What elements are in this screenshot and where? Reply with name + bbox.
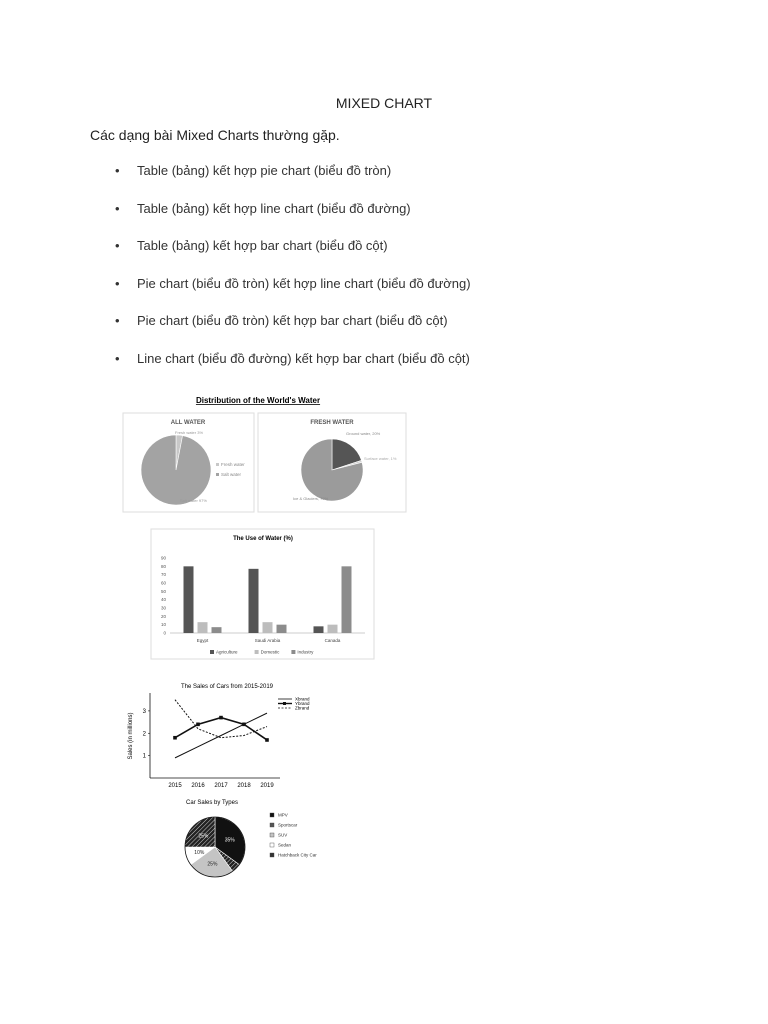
data-point-ybrand bbox=[265, 738, 269, 742]
all-water-title: ALL WATER bbox=[170, 420, 206, 426]
pie-label-salt-water: Salt water 97% bbox=[180, 498, 207, 503]
y-tick-label: 0 bbox=[163, 630, 166, 636]
list-item bbox=[115, 163, 471, 201]
legend-zbrand: Zbrand bbox=[295, 705, 310, 711]
bar-industry-saudi-arabia bbox=[277, 625, 287, 633]
bar-industry-egypt bbox=[212, 627, 222, 633]
y-tick-label: 30 bbox=[160, 605, 166, 611]
bullet-icon: • bbox=[115, 313, 120, 328]
pie-label-ground-water: Ground water, 20% bbox=[346, 431, 381, 436]
pie-label-surface-water: Surface water, 1% bbox=[364, 456, 397, 461]
fresh-water-title: FRESH WATER bbox=[310, 420, 354, 426]
y-tick-label: 2 bbox=[142, 731, 146, 738]
legend-swatch-sportscar bbox=[270, 823, 274, 827]
legend-sedan: Sedan bbox=[278, 842, 292, 848]
bullet-icon: • bbox=[115, 350, 120, 366]
list-item bbox=[115, 313, 471, 351]
y-tick-label: 50 bbox=[160, 588, 166, 594]
legend-xbrand: Xbrand bbox=[295, 696, 310, 702]
bar-domestic-canada bbox=[328, 625, 338, 633]
y-tick-label: 3 bbox=[142, 708, 146, 715]
bar-agriculture-canada bbox=[314, 626, 324, 633]
legend-swatch-industry bbox=[291, 650, 295, 654]
bar-agriculture-saudi-arabia bbox=[249, 569, 259, 633]
pie-label: 35% bbox=[224, 837, 235, 844]
y-tick-label: 1 bbox=[142, 753, 146, 760]
pie-slice-hatchback-city-car bbox=[185, 817, 215, 847]
legend-swatch-mpv bbox=[270, 813, 274, 817]
pie-slice-salt-water bbox=[141, 435, 211, 505]
legend-salt-water: Salt water bbox=[221, 472, 242, 477]
bullet-icon: • bbox=[115, 275, 120, 291]
list-item-text: Line chart (biểu đồ đường) kết hợp bar chart (biểu đồ cột) bbox=[137, 350, 470, 366]
bar-industry-canada bbox=[342, 566, 352, 633]
pie-label: 25% bbox=[207, 861, 218, 868]
bullet-icon: • bbox=[115, 163, 120, 178]
legend-swatch-domestic bbox=[255, 650, 259, 654]
car-sales-line-chart bbox=[120, 678, 325, 793]
y-tick-label: 90 bbox=[160, 555, 166, 561]
x-tick-label: 2015 bbox=[168, 783, 182, 789]
x-tick-label: 2019 bbox=[260, 783, 274, 789]
series-line-xbrand bbox=[175, 713, 267, 758]
y-tick-label: 20 bbox=[160, 613, 166, 619]
legend-swatch-salt-water bbox=[216, 473, 219, 476]
legend-marker-ybrand bbox=[283, 702, 286, 705]
x-tick-label: 2018 bbox=[237, 783, 251, 789]
legend-fresh-water: Fresh water bbox=[221, 462, 245, 467]
chart-title: Car Sales by Types bbox=[186, 800, 238, 806]
x-tick-label: Egypt bbox=[196, 638, 209, 643]
legend-swatch-fresh-water bbox=[216, 463, 219, 466]
list-item-text: Pie chart (biểu đồ tròn) kết hợp line chart (biểu đồ đường) bbox=[137, 275, 471, 291]
legend-suv: SUV bbox=[278, 832, 288, 838]
legend-sportscar: Sportscar bbox=[278, 822, 298, 828]
legend-ybrand: Ybrand bbox=[295, 701, 310, 706]
legend-hatchback-city-car: Hatchback City Car bbox=[278, 852, 317, 858]
legend-swatch-sedan bbox=[270, 843, 274, 847]
chart-title: The Sales of Cars from 2015-2019 bbox=[180, 684, 274, 690]
y-tick-label: 60 bbox=[160, 580, 166, 586]
data-point-ybrand bbox=[196, 723, 200, 727]
data-point-ybrand bbox=[242, 723, 246, 727]
list-item bbox=[115, 238, 471, 276]
legend-swatch-suv bbox=[270, 833, 274, 837]
pie-label: 10% bbox=[194, 850, 205, 857]
legend-swatch-hatchback-city-car bbox=[270, 853, 274, 857]
series-line-ybrand bbox=[175, 718, 267, 740]
list-item bbox=[115, 201, 471, 239]
list-item-text: Table (bảng) kết hợp pie chart (biểu đồ tròn) bbox=[137, 163, 392, 178]
legend-industry: Industry bbox=[297, 649, 314, 655]
world-water-pie-charts bbox=[120, 390, 410, 515]
chart-title: Distribution of the World's Water bbox=[195, 396, 321, 405]
legend-mpv: MPV bbox=[278, 812, 288, 818]
page-title: MIXED CHART bbox=[335, 95, 433, 111]
x-tick-label: 2016 bbox=[191, 783, 205, 789]
list-item bbox=[115, 351, 471, 389]
y-tick-label: 10 bbox=[160, 622, 166, 628]
water-use-bar-chart bbox=[150, 528, 375, 660]
bullet-icon: • bbox=[115, 238, 120, 253]
data-point-ybrand bbox=[219, 716, 223, 720]
legend-swatch-agriculture bbox=[210, 650, 214, 654]
x-tick-label: Saudi Arabia bbox=[254, 638, 281, 643]
data-point-ybrand bbox=[173, 736, 177, 740]
car-sales-by-types-pie-chart bbox=[150, 795, 335, 885]
y-tick-label: 40 bbox=[160, 597, 166, 603]
bar-domestic-saudi-arabia bbox=[263, 622, 273, 633]
pie-label-ice-glaciers: Ice & Glaciers, 79% bbox=[293, 496, 329, 501]
bar-domestic-egypt bbox=[198, 622, 208, 633]
y-axis-label: Sales (in millions) bbox=[128, 712, 134, 760]
list-item-text: Table (bảng) kết hợp line chart (biểu đồ đường) bbox=[137, 200, 411, 216]
list-item-text: Table (bảng) kết hợp bar chart (biểu đồ cột) bbox=[137, 238, 388, 253]
list-item-text: Pie chart (biểu đồ tròn) kết hợp bar chart (biểu đồ cột) bbox=[137, 313, 448, 328]
chart-title: The Use of Water (%) bbox=[233, 536, 293, 542]
y-tick-label: 70 bbox=[160, 572, 166, 578]
pie-label: 25% bbox=[198, 833, 209, 840]
x-tick-label: 2017 bbox=[214, 783, 228, 789]
x-tick-label: Canada bbox=[324, 638, 341, 643]
chart-type-list bbox=[115, 163, 471, 388]
y-tick-label: 80 bbox=[160, 563, 166, 569]
bullet-icon: • bbox=[115, 200, 120, 216]
list-item bbox=[115, 276, 471, 314]
legend-agriculture: Agriculture bbox=[216, 649, 238, 655]
legend-domestic: Domestic bbox=[260, 649, 280, 655]
bar-agriculture-egypt bbox=[184, 566, 194, 633]
pie-label-fresh-water: Fresh water 3% bbox=[175, 430, 204, 435]
page-subtitle: Các dạng bài Mixed Charts thường gặp. bbox=[90, 127, 340, 143]
